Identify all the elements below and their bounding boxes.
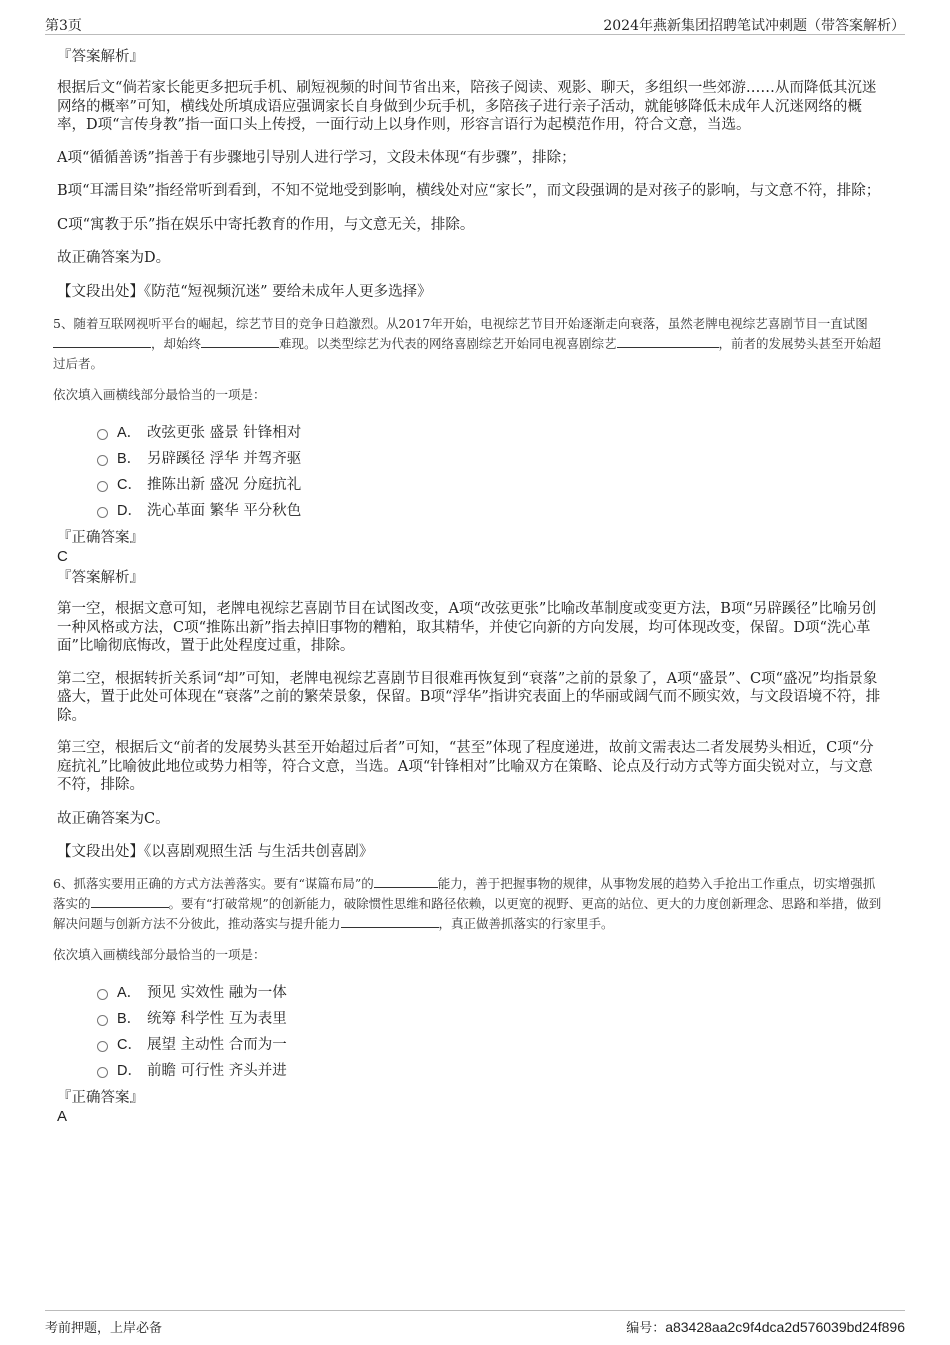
question-5-options — [57, 420, 887, 524]
analysis-paragraph: 根据后文“倘若家长能更多把玩手机、刷短视频的时间节省出来，陪孩子阅读、观影、聊天，多组织一些郊游……从而降低其沉迷网络的概率”可知，横线处所填成语应强调家长自身做到少玩手机，多陪孩子进行亲子活动，就能够降低未成年人沉迷网络的概率，D项“言传身教”指一面口头上传授，一面行动上以身作则，形容言语行为起模范作用，符合文意，当选。 — [57, 80, 877, 133]
question-prompt: 依次填入画横线部分最恰当的一项是： — [53, 946, 266, 962]
radio-button-icon[interactable] — [97, 507, 108, 518]
serial-number: a83428aa2c9f4dca2d576039bd24f896 — [665, 1319, 905, 1335]
final-answer-statement: 故正确答案为C。 — [57, 810, 170, 827]
analysis-paragraph: A项“循循善诱”指善于有步骤地引导别人进行学习，文段未体现“有步骤”，排除； — [57, 149, 576, 166]
radio-button-icon[interactable] — [97, 455, 108, 466]
radio-button-icon[interactable] — [97, 1067, 108, 1078]
option-c[interactable]: C． 展望 主动性 合而为一 — [57, 1032, 887, 1058]
correct-answer-label: 『正确答案』 — [57, 1089, 144, 1106]
analysis-label: 『答案解析』 — [57, 570, 144, 586]
analysis-paragraph: B项“耳濡目染”指经常听到看到，不知不觉地受到影响，横线处对应“家长”，而文段强调的是对孩子的影响，与文意不符，排除； — [57, 183, 881, 199]
document-serial — [626, 1317, 905, 1336]
answer-blank — [91, 895, 169, 908]
answer-blank — [341, 915, 439, 928]
correct-answer: C — [57, 548, 68, 565]
option-d[interactable]: D． 前瞻 可行性 齐头并进 — [57, 1058, 887, 1084]
option-a[interactable]: A． 预见 实效性 融为一体 — [57, 980, 887, 1006]
final-answer-statement: 故正确答案为D。 — [57, 250, 171, 266]
question-6-options — [57, 980, 887, 1084]
question-6-stem: 6、抓落实要用正确的方式方法善落实。要有“谋篇布局”的 能力，善于把握事物的规律，从事物发展的趋势入手抢出工作重点，切实增强抓落实的 。要有“打破常规”的创新能力，破除惯性思维和路径依赖，以更宽的视野、更高的站位、更大的力度创新理念、思路和举措，做到解决问题与创新方法不分彼此，推动落实与提升能力 ，真正做善抓落实的行家里手。 — [53, 875, 882, 931]
option-b[interactable]: B． 另辟蹊径 浮华 并驾齐驱 — [57, 446, 887, 472]
source-citation: 【文段出处】《防范“短视频沉迷” 要给未成年人更多选择》 — [57, 283, 432, 300]
option-d[interactable]: D． 洗心革面 繁华 平分秋色 — [57, 498, 887, 524]
option-a[interactable]: A． 改弦更张 盛景 针锋相对 — [57, 420, 887, 446]
radio-button-icon[interactable] — [97, 429, 108, 440]
analysis-paragraph: C项“寓教于乐”指在娱乐中寄托教育的作用，与文意无关，排除。 — [57, 216, 475, 233]
radio-button-icon[interactable] — [97, 1015, 108, 1026]
question-prompt: 依次填入画横线部分最恰当的一项是： — [53, 387, 266, 402]
page-content — [53, 45, 887, 1126]
option-c[interactable]: C． 推陈出新 盛况 分庭抗礼 — [57, 472, 887, 498]
radio-button-icon[interactable] — [97, 1041, 108, 1052]
answer-blank — [201, 335, 279, 348]
page-footer — [45, 1310, 905, 1336]
correct-answer: A — [57, 1107, 68, 1125]
question-5-stem: 5、随着互联网视听平台的崛起，综艺节目的竞争日趋激烈。从2017年开始，电视综艺节目开始逐渐走向衰落，虽然老牌电视综艺喜剧节目一直试图，却始终 难现。以类型综艺为代表的网络喜剧综艺开始同电视喜剧综艺 ，前者的发展势头甚至开始超过后者。 — [53, 316, 882, 371]
correct-answer-label: 『正确答案』 — [57, 530, 144, 546]
analysis-label: 『答案解析』 — [57, 49, 144, 65]
radio-button-icon[interactable] — [97, 481, 108, 492]
page-header — [45, 12, 905, 35]
analysis-paragraph: 第一空，根据文意可知，老牌电视综艺喜剧节目在试图改变，A项“改弦更张”比喻改革制度或变更方法，B项“另辟蹊径”比喻另创一种风格或方法，C项“推陈出新”指去掉旧事物的糟粕，取其精华，并使它向新的方向发展，均可体现改变，保留。D项“洗心革面”比喻彻底悔改，置于此处程度过重，排除。 — [57, 601, 877, 654]
footer-slogan: 考前押题，上岸必备 — [45, 1321, 163, 1336]
radio-button-icon[interactable] — [97, 989, 108, 1000]
source-citation: 【文段出处】《以喜剧观照生活 与生活共创喜剧》 — [57, 844, 374, 860]
answer-blank — [617, 335, 719, 348]
serial-label: 编号： — [626, 1321, 666, 1336]
page-number: 第3页 — [45, 18, 82, 34]
answer-blank — [53, 335, 151, 348]
answer-blank — [374, 875, 438, 888]
option-b[interactable]: B． 统筹 科学性 互为表里 — [57, 1006, 887, 1032]
analysis-paragraph: 第三空，根据后文“前者的发展势头甚至开始超过后者”可知，“甚至”体现了程度递进，故前文需表达二者发展势头相近，C项“分庭抗礼”比喻彼此地位或势力相等，符合文意，当选。A项“针锋相对”比喻双方在策略、论点及行动方式等方面尖锐对立，与文意不符，排除。 — [57, 740, 874, 793]
analysis-paragraph: 第二空，根据转折关系词“却”可知，老牌电视综艺喜剧节目很难再恢复到“衰落”之前的景象了，A项“盛景”、C项“盛况”均指景象盛大，置于此处可体现在“衰落”之前的繁荣景象，保留。B项“浮华”指讲究表面上的华丽或阔气而不顾实效，与文段语境不符，排除。 — [57, 670, 881, 724]
document-title: 2024年燕新集团招聘笔试冲刺题（带答案解析） — [603, 18, 905, 34]
